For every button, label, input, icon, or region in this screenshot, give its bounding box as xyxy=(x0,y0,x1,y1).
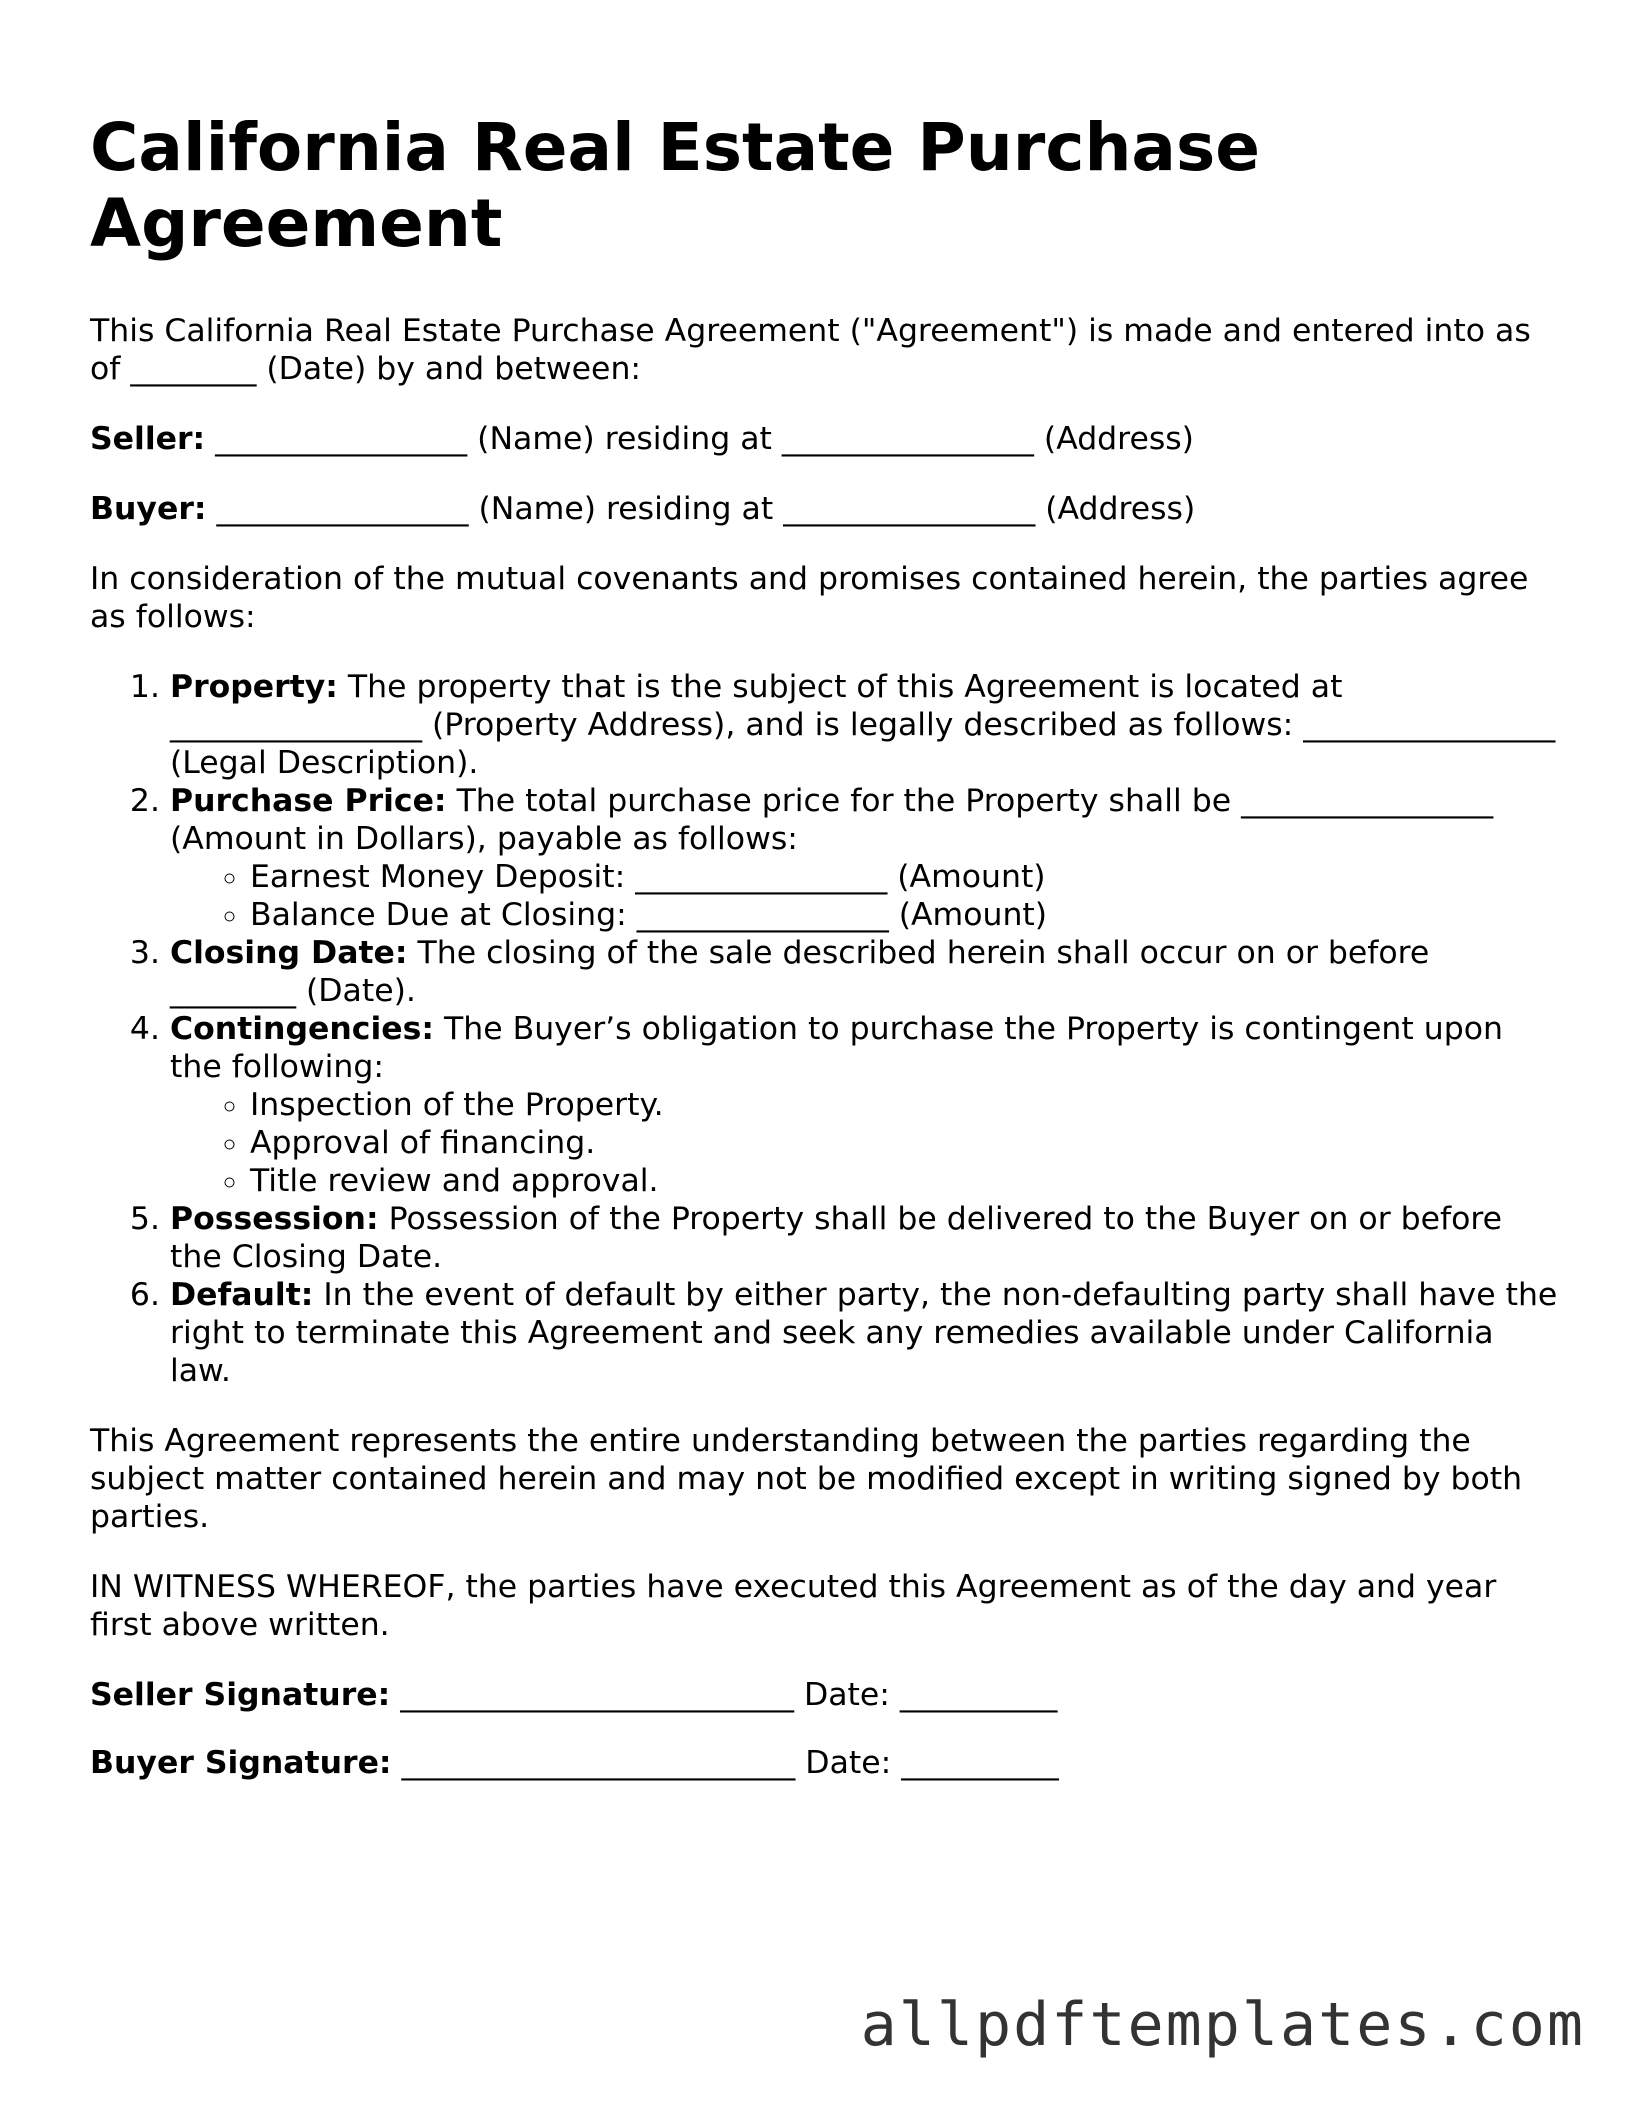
document-page xyxy=(90,110,1560,1812)
sublist-item: ◦ Earnest Money Deposit: ________________ (Amount) xyxy=(250,858,1560,896)
sublist-item: ◦ Balance Due at Closing: ________________ (Amount) xyxy=(250,896,1560,934)
clause-text: The property that is the subject of this Agreement is located at ________________ (Property Address), and is legally described as follows: ________________ (Legal Description). xyxy=(170,669,1556,781)
intro-paragraph: This California Real Estate Purchase Agreement ("Agreement") is made and entered into as of ________ (Date) by and between: xyxy=(90,313,1531,387)
buyer-label: Buyer: xyxy=(90,491,207,527)
clause-text: The Buyer’s obligation to purchase the Property is contingent upon the following: xyxy=(170,1011,1503,1085)
seller-text: ________________ (Name) residing at ________________ (Address) xyxy=(215,421,1194,457)
witness-paragraph: IN WITNESS WHEREOF, the parties have executed this Agreement as of the day and year first above written. xyxy=(90,1569,1497,1643)
clause-property xyxy=(170,668,1560,782)
clause-default xyxy=(170,1276,1560,1390)
clause-closing-date xyxy=(170,934,1560,1010)
buyer-signature-label: Buyer Signature: xyxy=(90,1745,392,1781)
buyer-signature-line xyxy=(90,1744,1560,1782)
clause-label: Contingencies: xyxy=(170,1011,434,1047)
clause-label: Possession: xyxy=(170,1201,379,1237)
watermark-text: allpdftemplates.com xyxy=(860,1990,1585,2060)
clause-text: In the event of default by either party, the non-defaulting party shall have the right to terminate this Agreement and seek any remedies available under California law. xyxy=(170,1277,1558,1389)
document-title: California Real Estate Purchase Agreement xyxy=(90,109,1261,262)
buyer-line xyxy=(90,490,1560,528)
entire-agreement-paragraph: This Agreement represents the entire understanding between the parties regarding the subject matter contained herein and may not be modified except in writing signed by both parties. xyxy=(90,1423,1523,1535)
clause-possession xyxy=(170,1200,1560,1276)
clause-contingencies xyxy=(170,1010,1560,1200)
clause-text: The closing of the sale described herein shall occur on or before ________ (Date). xyxy=(170,935,1430,1009)
seller-signature-blank: _________________________ Date: __________ xyxy=(400,1677,1058,1713)
sublist-item: ◦ Title review and approval. xyxy=(250,1162,1560,1200)
payment-sublist xyxy=(170,858,1560,934)
clause-text: The total purchase price for the Property shall be ________________ (Amount in Dollars), payable as follows: xyxy=(170,783,1494,857)
clause-label: Closing Date: xyxy=(170,935,408,971)
seller-signature-label: Seller Signature: xyxy=(90,1677,391,1713)
clause-label: Default: xyxy=(170,1277,314,1313)
buyer-signature-blank: _________________________ Date: __________ xyxy=(401,1745,1059,1781)
seller-signature-line xyxy=(90,1676,1560,1714)
consideration-paragraph: In consideration of the mutual covenants and promises contained herein, the parties agree as follows: xyxy=(90,561,1529,635)
seller-label: Seller: xyxy=(90,421,206,457)
contingency-sublist xyxy=(170,1086,1560,1200)
buyer-text: ________________ (Name) residing at ________________ (Address) xyxy=(216,491,1196,527)
clause-text: Possession of the Property shall be delivered to the Buyer on or before the Closing Date. xyxy=(170,1201,1503,1275)
clause-list xyxy=(90,668,1560,1390)
clause-label: Purchase Price: xyxy=(170,783,447,819)
sublist-item: ◦ Approval of financing. xyxy=(250,1124,1560,1162)
clause-purchase-price xyxy=(170,782,1560,934)
clause-label: Property: xyxy=(170,669,338,705)
sublist-item: ◦ Inspection of the Property. xyxy=(250,1086,1560,1124)
seller-line xyxy=(90,420,1560,458)
